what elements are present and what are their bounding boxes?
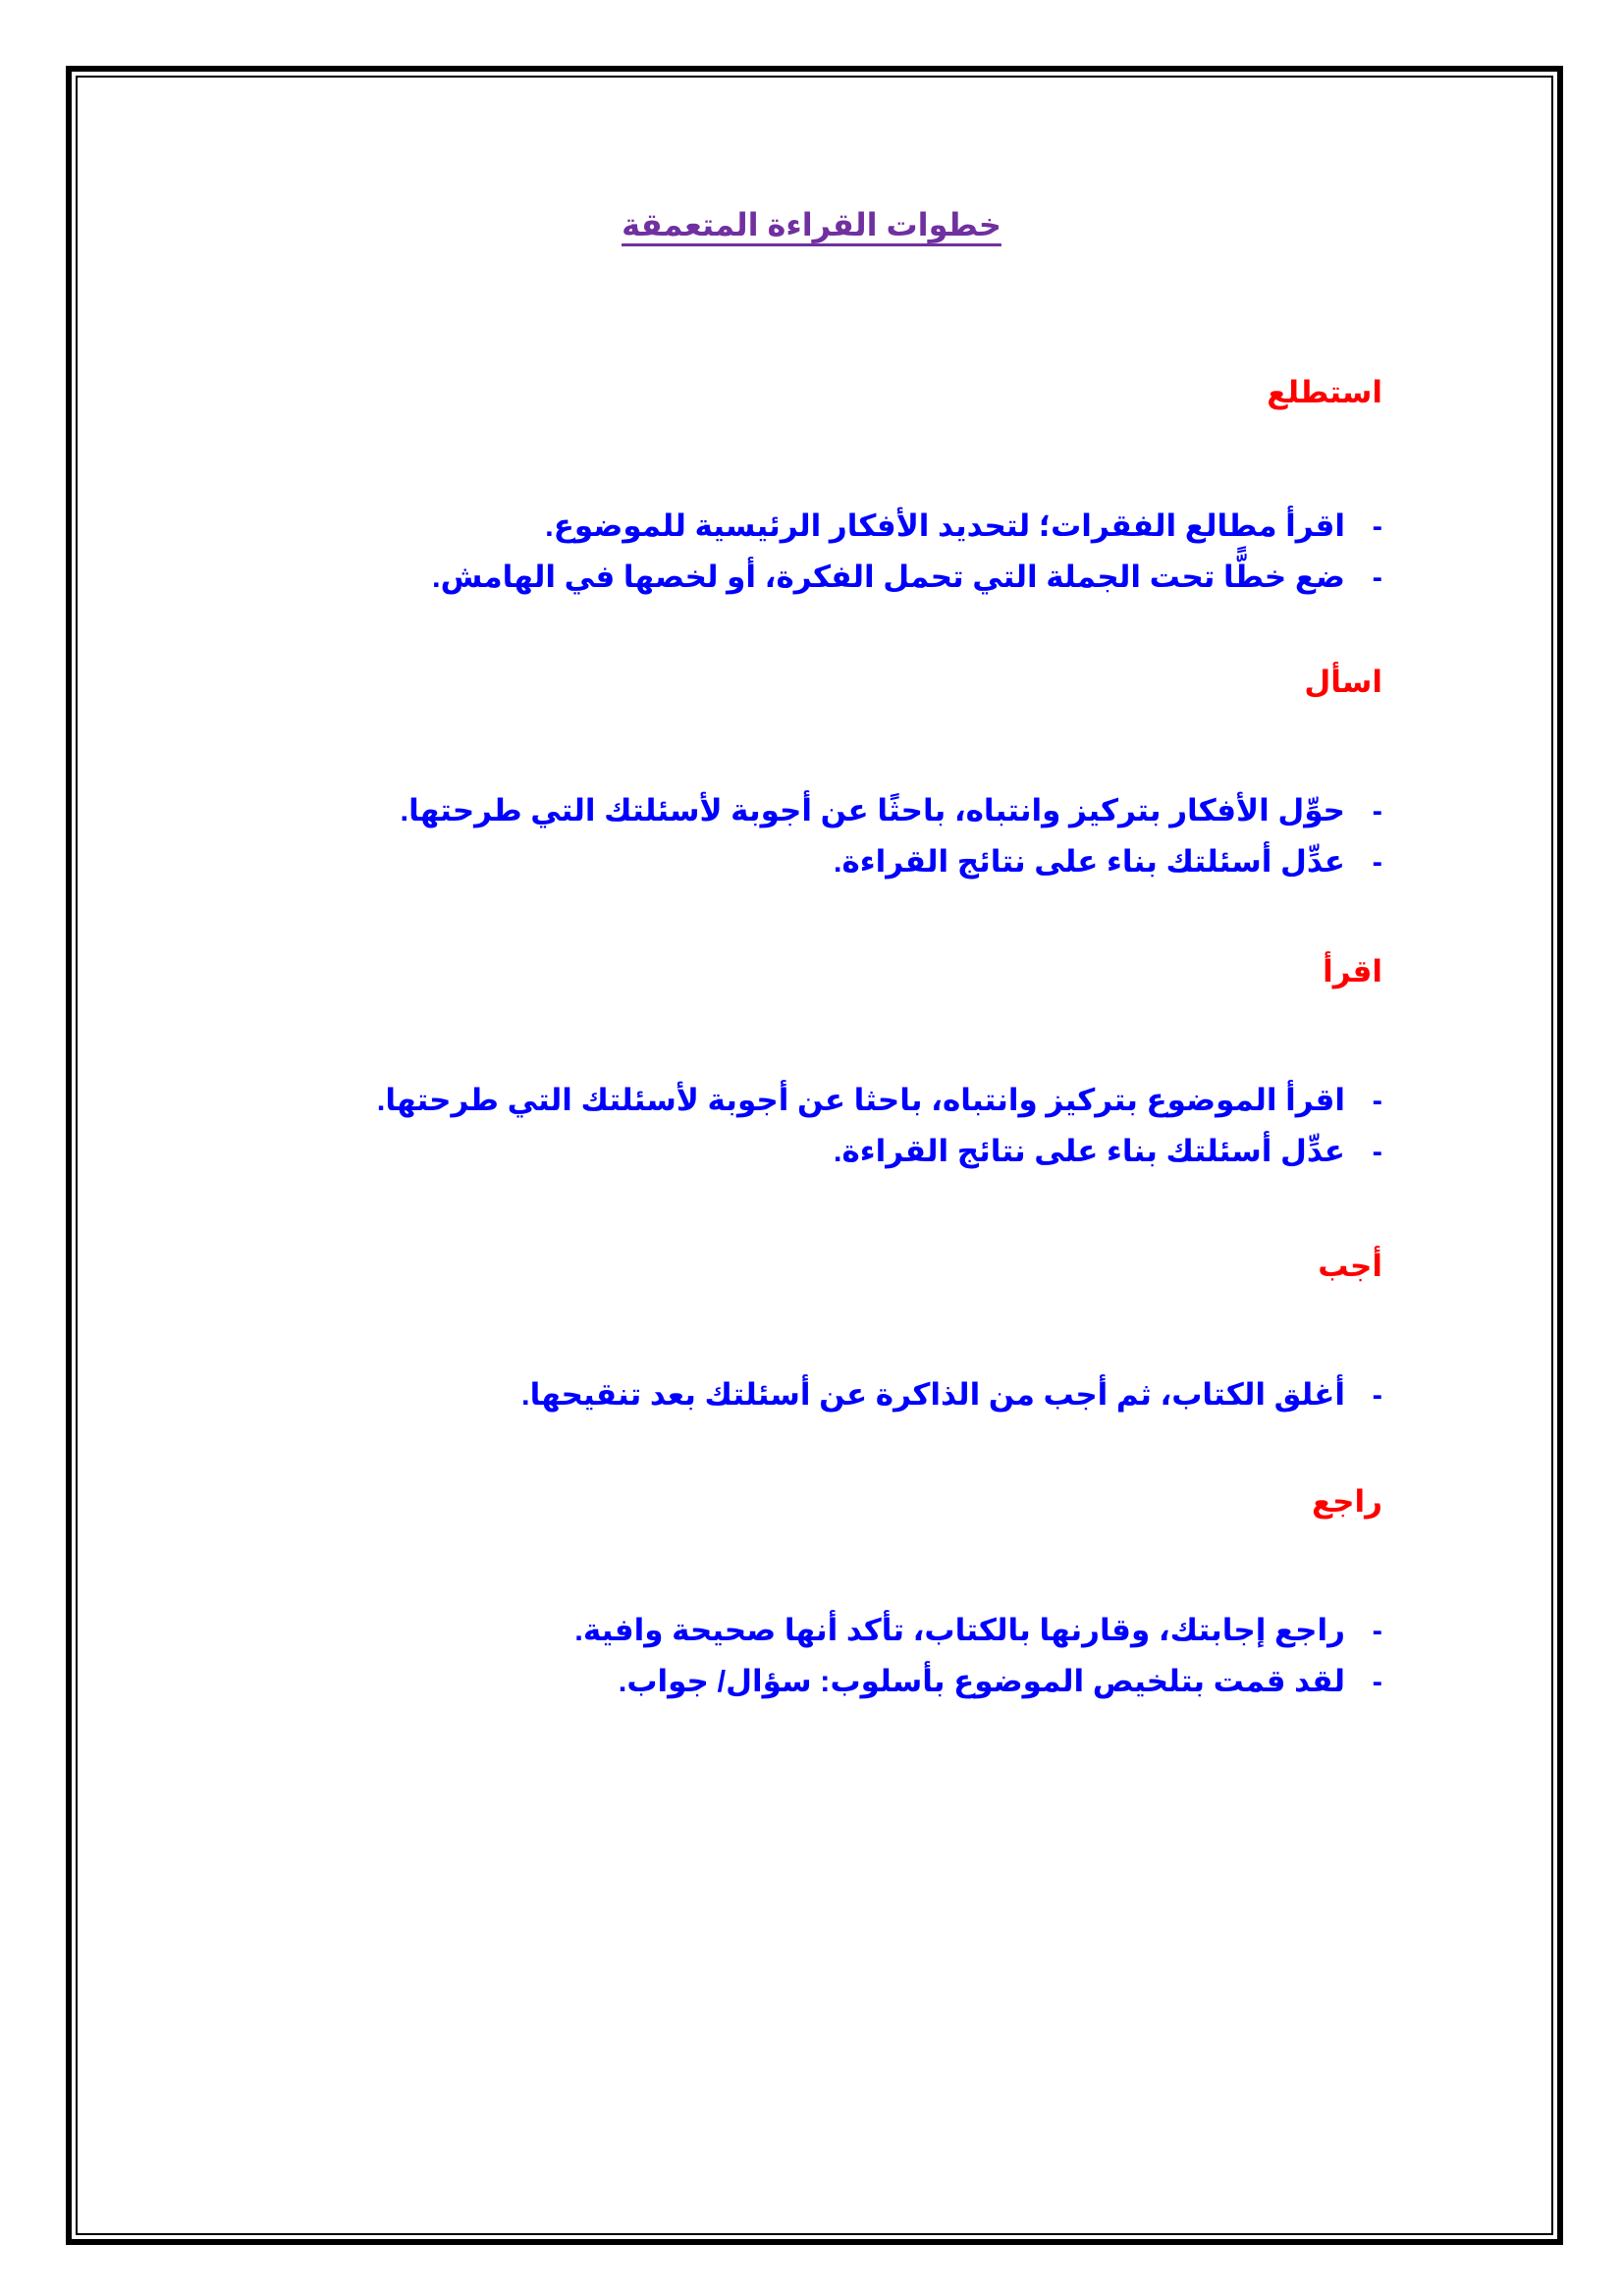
section-answer — [165, 1247, 1382, 1420]
item-list — [165, 501, 1382, 603]
item-list — [165, 1075, 1382, 1177]
list-item — [165, 785, 1382, 836]
list-item — [165, 1075, 1382, 1126]
list-item — [165, 501, 1382, 552]
bullet-marker: - — [1372, 844, 1382, 879]
item-text: عدِّل أسئلتك بناء على نتائج القراءة. — [833, 1134, 1345, 1168]
section-question — [165, 663, 1382, 887]
item-text: ضع خطًّا تحت الجملة التي تحمل الفكرة، أو لخصها في الهامش. — [432, 560, 1345, 594]
list-item — [165, 552, 1382, 603]
section-survey — [165, 373, 1382, 603]
section-review — [165, 1482, 1382, 1707]
bullet-marker: - — [1372, 508, 1382, 543]
item-text: عدِّل أسئلتك بناء على نتائج القراءة. — [833, 844, 1345, 879]
section-heading: اقرأ — [1323, 954, 1382, 988]
list-item — [165, 1126, 1382, 1177]
list-item — [165, 1605, 1382, 1656]
item-list — [165, 785, 1382, 887]
section-heading: أجب — [1318, 1249, 1382, 1283]
item-list — [165, 1369, 1382, 1420]
section-heading: استطلع — [1267, 375, 1382, 409]
section-heading: راجع — [1312, 1484, 1382, 1519]
item-text: راجع إجابتك، وقارنها بالكتاب، تأكد أنها صحيحة وافية. — [574, 1613, 1345, 1647]
list-item — [165, 1369, 1382, 1420]
list-item — [165, 836, 1382, 887]
section-read — [165, 952, 1382, 1177]
bullet-marker: - — [1372, 1664, 1382, 1698]
bullet-marker: - — [1372, 1377, 1382, 1412]
item-list — [165, 1605, 1382, 1707]
bullet-marker: - — [1372, 793, 1382, 828]
bullet-marker: - — [1372, 1613, 1382, 1647]
list-item — [165, 1656, 1382, 1707]
item-text: اقرأ مطالع الفقرات؛ لتحديد الأفكار الرئيسية للموضوع. — [545, 508, 1345, 543]
item-text: لقد قمت بتلخيص الموضوع بأسلوب: سؤال/ جواب. — [618, 1664, 1345, 1698]
item-text: حوِّل الأفكار بتركيز وانتباه، باحثًا عن أجوبة لأسئلتك التي طرحتها. — [400, 793, 1345, 828]
bullet-marker: - — [1372, 560, 1382, 594]
page-title: خطوات القراءة المتعمقة — [622, 207, 1001, 242]
item-text: أغلق الكتاب، ثم أجب من الذاكرة عن أسئلتك بعد تنقيحها. — [520, 1377, 1345, 1412]
bullet-marker: - — [1372, 1083, 1382, 1117]
section-heading: اسأل — [1304, 665, 1382, 699]
item-text: اقرأ الموضوع بتركيز وانتباه، باحثا عن أجوبة لأسئلتك التي طرحتها. — [376, 1083, 1345, 1117]
bullet-marker: - — [1372, 1134, 1382, 1168]
